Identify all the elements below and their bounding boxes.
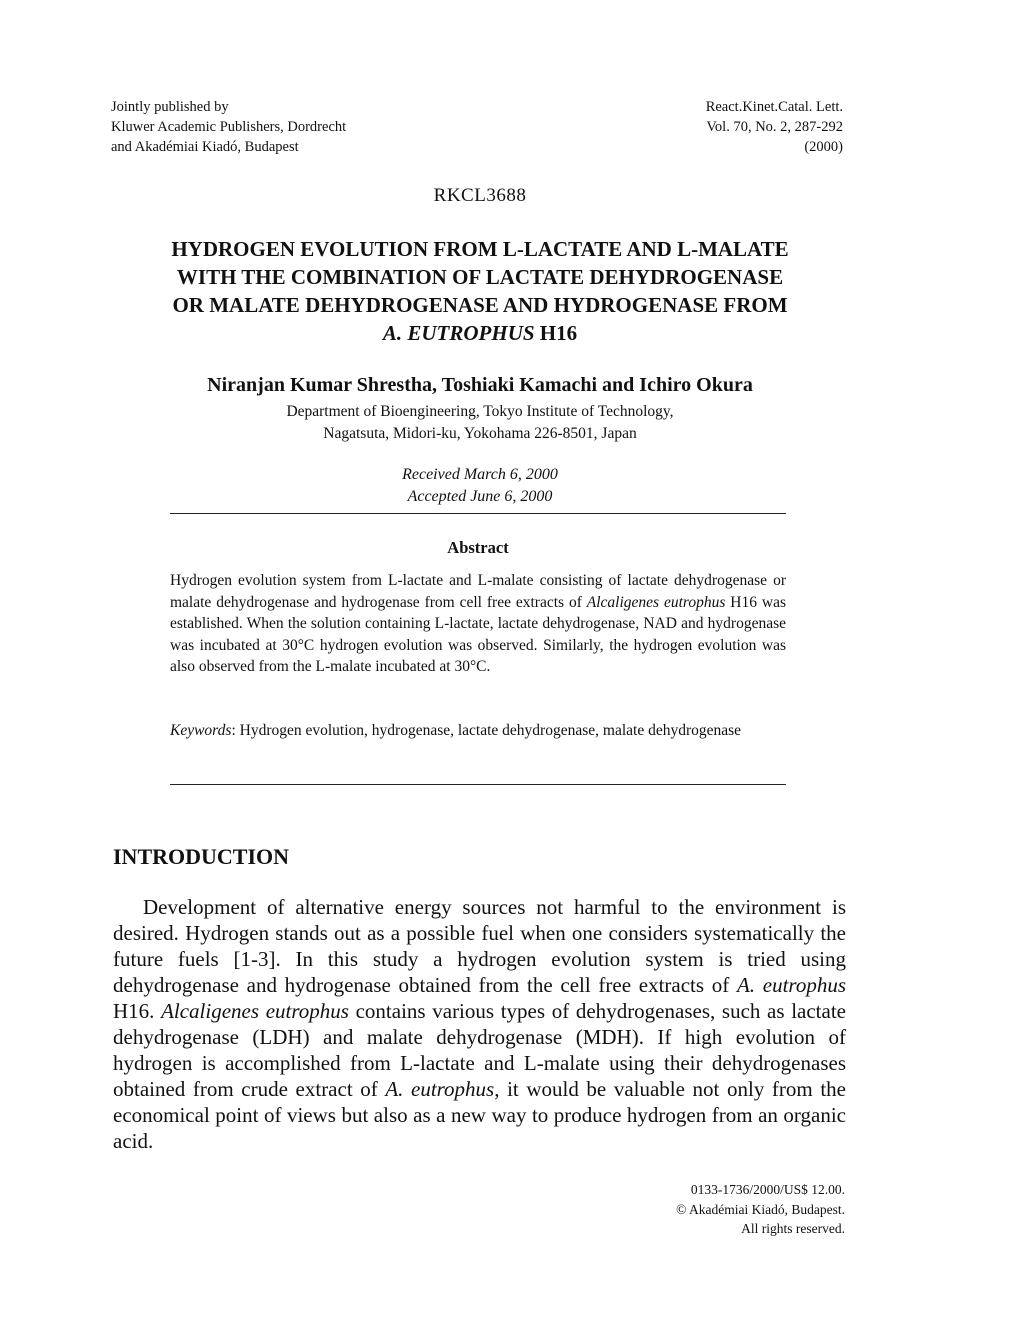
title-strain: H16 xyxy=(534,321,578,345)
authors: Niranjan Kumar Shrestha, Toshiaki Kamachi and Ichiro Okura xyxy=(207,374,753,396)
abstract-species: Alcaligenes eutrophus xyxy=(586,593,726,611)
copyright-footer xyxy=(505,1180,845,1239)
intro-text: H16. xyxy=(113,999,162,1023)
title-line xyxy=(100,319,860,347)
journal-line: React.Kinet.Catal. Lett. xyxy=(705,99,843,115)
intro-text: , it would be valuable not only from the economical point of views but also as a new way to produce hydrogen from an organic acid. xyxy=(113,1077,846,1153)
title-line: HYDROGEN EVOLUTION FROM L-LACTATE AND L-MALATE xyxy=(171,237,789,261)
intro-species: A. eutrophus xyxy=(385,1077,495,1101)
intro-text: Development of alternative energy sources not harmful to the environment is desired. Hydrogen stands out as a possible fuel when one considers systematically the future fuels [1-3]. In this study a hydrogen evolution system is tried using dehydrogenase and hydrogenase obtained from the cell free extracts of xyxy=(113,895,846,997)
publisher-line: Jointly published by xyxy=(111,99,229,115)
publisher-line: and Akadémiai Kiadó, Budapest xyxy=(111,139,299,155)
keywords-colon: : xyxy=(231,722,236,739)
abstract-text: Hydrogen evolution system from L-lactate and L-malate consisting of lactate dehydrogenase or malate dehydrogenase and hydrogenase from cell free extracts of xyxy=(170,572,786,611)
publisher-info xyxy=(111,97,531,157)
keywords-label: Keywords xyxy=(170,722,232,739)
affiliation xyxy=(100,401,860,445)
intro-species: Alcaligenes eutrophus xyxy=(161,999,349,1023)
intro-species: A. eutrophus xyxy=(736,973,846,997)
divider xyxy=(170,784,786,785)
section-heading: INTRODUCTION xyxy=(113,844,290,869)
keywords-text: Hydrogen evolution, hydrogenase, lactate dehydrogenase, malate dehydrogenase xyxy=(235,722,742,739)
dates xyxy=(100,464,860,508)
keywords xyxy=(170,720,786,742)
abstract-body xyxy=(170,570,786,678)
title-line: WITH THE COMBINATION OF LACTATE DEHYDROGENASE xyxy=(176,265,784,289)
title-species: A. EUTROPHUS xyxy=(382,321,535,345)
abstract-text: H16 was established. When the solution containing L-lactate, lactate dehydrogenase, NAD and hydrogenase was incubated at 30°C hydrogen evolution was observed. Similarly, the hydrogen evolution was also observed from the L-malate incubated at 30°C. xyxy=(170,593,786,675)
journal-info xyxy=(543,97,843,157)
journal-line: (2000) xyxy=(804,139,843,155)
accepted-date: Accepted June 6, 2000 xyxy=(407,488,553,505)
introduction-paragraph xyxy=(113,894,846,1154)
copyright: © Akadémiai Kiadó, Budapest. xyxy=(676,1201,845,1217)
intro-text: contains various types of dehydrogenases, such as lactate dehydrogenase (LDH) and malate dehydrogenase (MDH). If high evolution of hydrogen is accomplished from L-lactate and L-malate using their dehydrogenases obtained from crude extract of xyxy=(113,999,846,1101)
title-line: OR MALATE DEHYDROGENASE AND HYDROGENASE FROM xyxy=(172,293,788,317)
journal-line: Vol. 70, No. 2, 287-292 xyxy=(706,119,843,135)
abstract-heading: Abstract xyxy=(447,538,509,557)
divider xyxy=(170,513,786,514)
article-id: RKCL3688 xyxy=(433,185,527,206)
paper-title xyxy=(100,235,860,347)
received-date: Received March 6, 2000 xyxy=(402,466,558,483)
issn-price: 0133-1736/2000/US$ 12.00. xyxy=(690,1182,845,1197)
affiliation-line: Nagatsuta, Midori-ku, Yokohama 226-8501, Japan xyxy=(323,425,637,442)
publisher-line: Kluwer Academic Publishers, Dordrecht xyxy=(111,119,347,135)
rights: All rights reserved. xyxy=(741,1221,845,1236)
affiliation-line: Department of Bioengineering, Tokyo Institute of Technology, xyxy=(286,403,674,420)
